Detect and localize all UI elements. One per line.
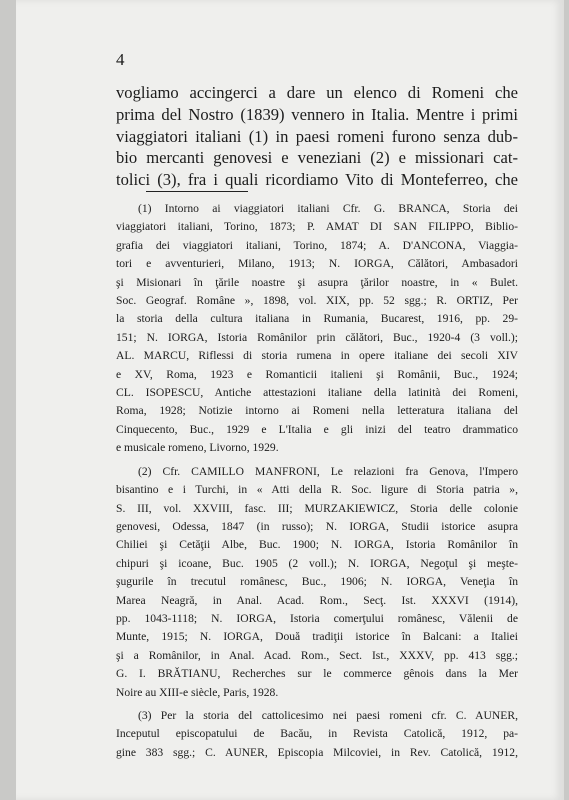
- footnote-3: [116, 707, 518, 762]
- footnote-line: viaggiatori italiani, Torino, 1873; P. AMAT DI SAN FILIPPO, Biblio-: [116, 220, 518, 234]
- footnote-line: chipuri şi icoane, Buc. 1905 (2 voll.); N. IORGA, Negoţul şi meşte-: [116, 556, 518, 570]
- main-text-line: bio mercanti genovesi e veneziani (2) e missionari cat-: [116, 148, 518, 168]
- footnote-line: Chiliei şi Cetăţii Albe, Buc. 1900; N. IORGA, Istoria Românilor în: [116, 538, 518, 552]
- footnote-1: [116, 200, 518, 458]
- footnote-line: pp. 1043-1118; N. IORGA, Istoria comerţului românesc, Vălenii de: [116, 611, 518, 625]
- footnote-line: la storia della cultura italiana in Rumania, Bucarest, 1916, pp. 29-: [116, 312, 518, 326]
- footnote-line: bisantino e i Turchi, in « Atti della R. Soc. ligure di Storia patria »,: [116, 483, 518, 497]
- footnote-line: Soc. Geograf. Române », 1898, vol. XIX, pp. 52 sgg.; R. ORTIZ, Per: [116, 294, 518, 308]
- footnote-line: AL. MARCU, Riflessi di storia rumena in opere italiane dei secoli XIV: [116, 349, 518, 363]
- footnote-line: CL. ISOPESCU, Antiche attestazioni italiane della latinità dei Romeni,: [116, 386, 518, 400]
- footnote-line: genovesi, Odessa, 1847 (in russo); N. IORGA, Studii istorice asupra: [116, 519, 518, 533]
- footnote-line: Marea Neagră, in Anal. Acad. Rom., Secţ. Ist. XXXVI (1914),: [116, 593, 518, 607]
- footnote-line: Noire au XIII-e siècle, Paris, 1928.: [116, 685, 279, 699]
- footnote-separator-rule: [146, 191, 248, 192]
- footnote-line: Inceputul episcopatului de Bacău, in Revista Catolică, 1912, pa-: [116, 727, 518, 741]
- footnote-line: şugurile în trecutul românesc, Buc., 1906; N. IORGA, Veneţia în: [116, 575, 518, 589]
- page-number: 4: [116, 50, 125, 69]
- footnote-line: grafia dei viaggiatori italiani, Torino, 1874; A. D'ANCONA, Viaggia-: [116, 238, 518, 252]
- footnote-line: Munte, 1915; N. IORGA, Două tradiţii istorice în Balcani: a Italiei: [116, 630, 518, 644]
- footnote-line: e XV, Roma, 1923 e Romanticii italieni şi Românii, Buc., 1924;: [116, 367, 518, 381]
- footnote-line: Cinquecento, Buc., 1929 e L'Italia e gli inizi del teatro drammatico: [116, 422, 518, 436]
- footnote-2: [116, 463, 518, 702]
- footnote-line: e musicale romeno, Livorno, 1929.: [116, 441, 279, 455]
- main-text: [116, 82, 518, 191]
- footnotes: [116, 200, 518, 762]
- footnote-line: (3) Per la storia del cattolicesimo nei paesi romeni cfr. C. AUNER,: [138, 708, 518, 722]
- book-page: [16, 0, 564, 800]
- footnote-line: gine 383 sgg.; C. AUNER, Episcopia Milcoviei, in Rev. Catolică, 1912,: [116, 745, 518, 759]
- main-text-line: prima del Nostro (1839) vennero in Italia. Mentre i primi: [116, 104, 518, 124]
- footnote-line: Roma, 1928; Notizie intorno ai Romeni nella letteratura italiana del: [116, 404, 518, 418]
- footnote-line: tori e avventurieri, Milano, 1913; N. IORGA, Călători, Ambasadori: [116, 257, 518, 271]
- footnote-line: 151; N. IORGA, Istoria Românilor prin călători, Buc., 1920-4 (3 voll.);: [116, 330, 518, 344]
- main-text-line: vogliamo accingerci a dare un elenco di Romeni che: [116, 83, 518, 102]
- footnote-line: şi a Românilor, in Anal. Acad. Rom., Sect. Ist., XXXV, pp. 413 sgg.;: [116, 648, 518, 662]
- footnote-line: (2) Cfr. CAMILLO MANFRONI, Le relazioni fra Genova, l'Impero: [138, 464, 518, 478]
- footnote-line: şi Misionari în ţările noastre şi asupra ţărilor noastre, in « Bulet.: [116, 275, 518, 289]
- main-text-line: tolici (3), fra i quali ricordiamo Vito di Monteferreo, che: [116, 170, 518, 190]
- footnote-line: G. I. BRĂTIANU, Recherches sur le commerce gênois dans la Mer: [116, 667, 518, 681]
- main-text-line: viaggiatori italiani (1) in paesi romeni furono senza dub-: [116, 126, 518, 146]
- footnote-line: (1) Intorno ai viaggiatori italiani Cfr. G. BRANCA, Storia dei: [138, 202, 518, 215]
- footnote-line: S. III, vol. XXVIII, fasc. III; MURZAKIEWICZ, Storia delle colonie: [116, 501, 518, 515]
